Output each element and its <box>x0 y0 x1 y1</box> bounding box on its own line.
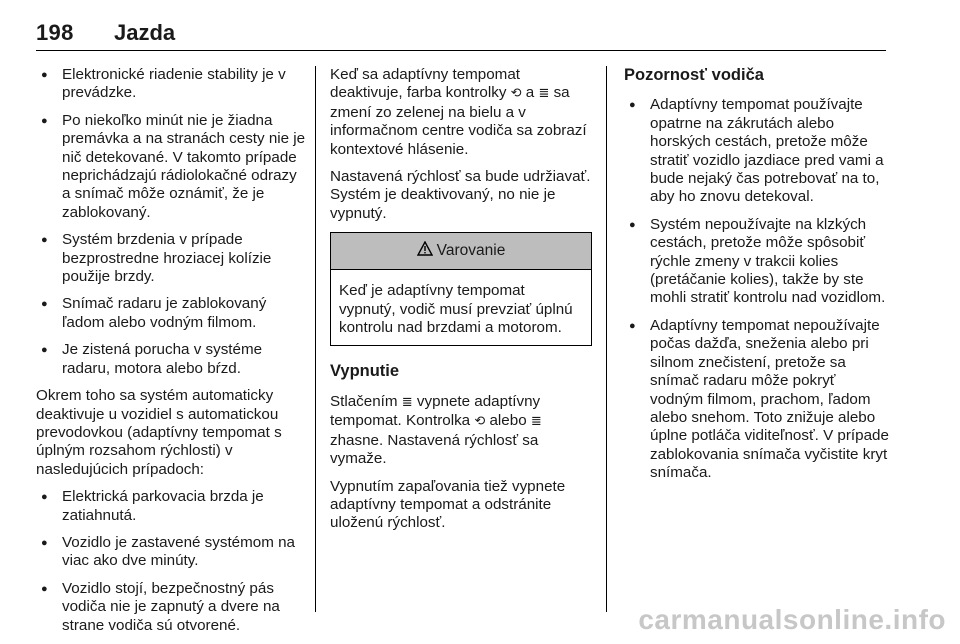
paragraph-ignition-off: Vypnutím zapaľovania tiež vypnete adaptívny tempomat a odstránite uloženú rýchlosť. <box>330 477 566 532</box>
paragraph-deactivation: Keď sa adaptívny tempomat deaktivuje, farba kontrolky ⟲ a ≣ sa zmení zo zelenej na bielu a v informačnom centre vodiča sa zobrazí kontextové hlásenie. <box>330 66 587 158</box>
list-item: ● Vozidlo stojí, bezpečnostný pás vodiča nie je zapnutý a dvere na strane vodiča sú otvorené. <box>36 580 308 635</box>
column-1 <box>36 66 308 644</box>
adaptive-cruise-icon: ≣ <box>530 414 542 430</box>
warning-title: Varovanie <box>436 242 506 260</box>
list-item: ● Elektrická parkovacia brzda je zatiahnutá. <box>36 488 308 525</box>
bullet-list-automatic <box>36 488 308 635</box>
list-item: ● Je zistená porucha v systéme radaru, motora alebo bŕzd. <box>36 341 308 378</box>
watermark-text: carmanualsonline.info <box>638 604 946 635</box>
warning-box <box>330 232 592 346</box>
header-divider <box>36 50 886 51</box>
list-item: ● Adaptívny tempomat nepoužívajte počas dažďa, sneženia alebo pri silnom znečistení, pretože sa snímač radaru môže pokryť vodným filmom, prachom, ľadom alebo snehom. Toto znižuje alebo úplne potláča viditeľnosť. V prípade zablokovania snímača vyčistite kryt snímača. <box>624 317 890 483</box>
list-item: ● Systém nepoužívajte na klzkých cestách, pretože môže spôsobiť rýchle zmeny v trakcii kolies (pretáčanie kolies), takže by ste mohli stratiť kontrolu nad vozidlom. <box>624 216 890 308</box>
column-divider-2 <box>606 66 607 612</box>
list-item: ● Elektronické riadenie stability je v prevádzke. <box>36 66 308 103</box>
paragraph-switch-off: Stlačením ≣ vypnete adaptívny tempomat. Kontrolka ⟲ alebo ≣ zhasne. Nastavená rýchlosť sa vymaže. <box>330 392 542 468</box>
list-item: ● Vozidlo je zastavené systémom na viac ako dve minúty. <box>36 534 308 571</box>
page-header <box>0 0 960 50</box>
list-item: ● Po niekoľko minút nie je žiadna premávka a na stranách cesty nie je nič detekované. V takomto prípade neprichádzajú rádiolokačné odrazy a snímač môže oznámiť, že je zablokovaný. <box>36 112 308 222</box>
list-item: ● Systém brzdenia v prípade bezprostredne hroziacej kolízie použije brzdy. <box>36 231 308 286</box>
chapter-title: Jazda <box>114 20 176 45</box>
warning-triangle-icon <box>417 241 433 261</box>
column-2 <box>330 66 596 542</box>
paragraph-automatic-deactivation: Okrem toho sa systém automaticky deaktivuje u vozidiel s automatickou prevodovkou (adaptívny tempomat s úplným rozsahom rýchlosti) v nasledujúcich prípadoch: <box>36 387 282 478</box>
column-3 <box>624 66 890 492</box>
list-item: ● Snímač radaru je zablokovaný ľadom alebo vodným filmom. <box>36 295 308 332</box>
paragraph-speed-kept: Nastavená rýchlosť sa bude udržiavať. Systém je deaktivovaný, no nie je vypnutý. <box>330 168 591 222</box>
warning-body: Keď je adaptívny tempomat vypnutý, vodič musí prevziať úplnú kontrolu nad brzdami a motorom. <box>339 282 573 337</box>
list-item: ● Adaptívny tempomat používajte opatrne na zákrutách alebo horských cestách, pretože môže stratiť vozidlo jazdiace pred vami a bude nejaký čas potrebovať na to, aby ho znovu detekoval. <box>624 96 890 206</box>
column-divider-1 <box>315 66 316 612</box>
warning-header <box>331 233 591 270</box>
adaptive-cruise-icon: ≣ <box>401 394 413 410</box>
section-title-switch-off: Vypnutie <box>330 362 400 381</box>
section-title-driver-attention: Pozornosť vodiča <box>624 66 764 84</box>
page-number: 198 <box>36 20 74 45</box>
cruise-control-icon: ⟲ <box>510 86 522 102</box>
bullet-list-driver-attention <box>624 96 890 482</box>
cruise-control-icon: ⟲ <box>474 414 486 430</box>
adaptive-cruise-icon: ≣ <box>538 86 550 102</box>
bullet-list-conditions <box>36 66 308 378</box>
